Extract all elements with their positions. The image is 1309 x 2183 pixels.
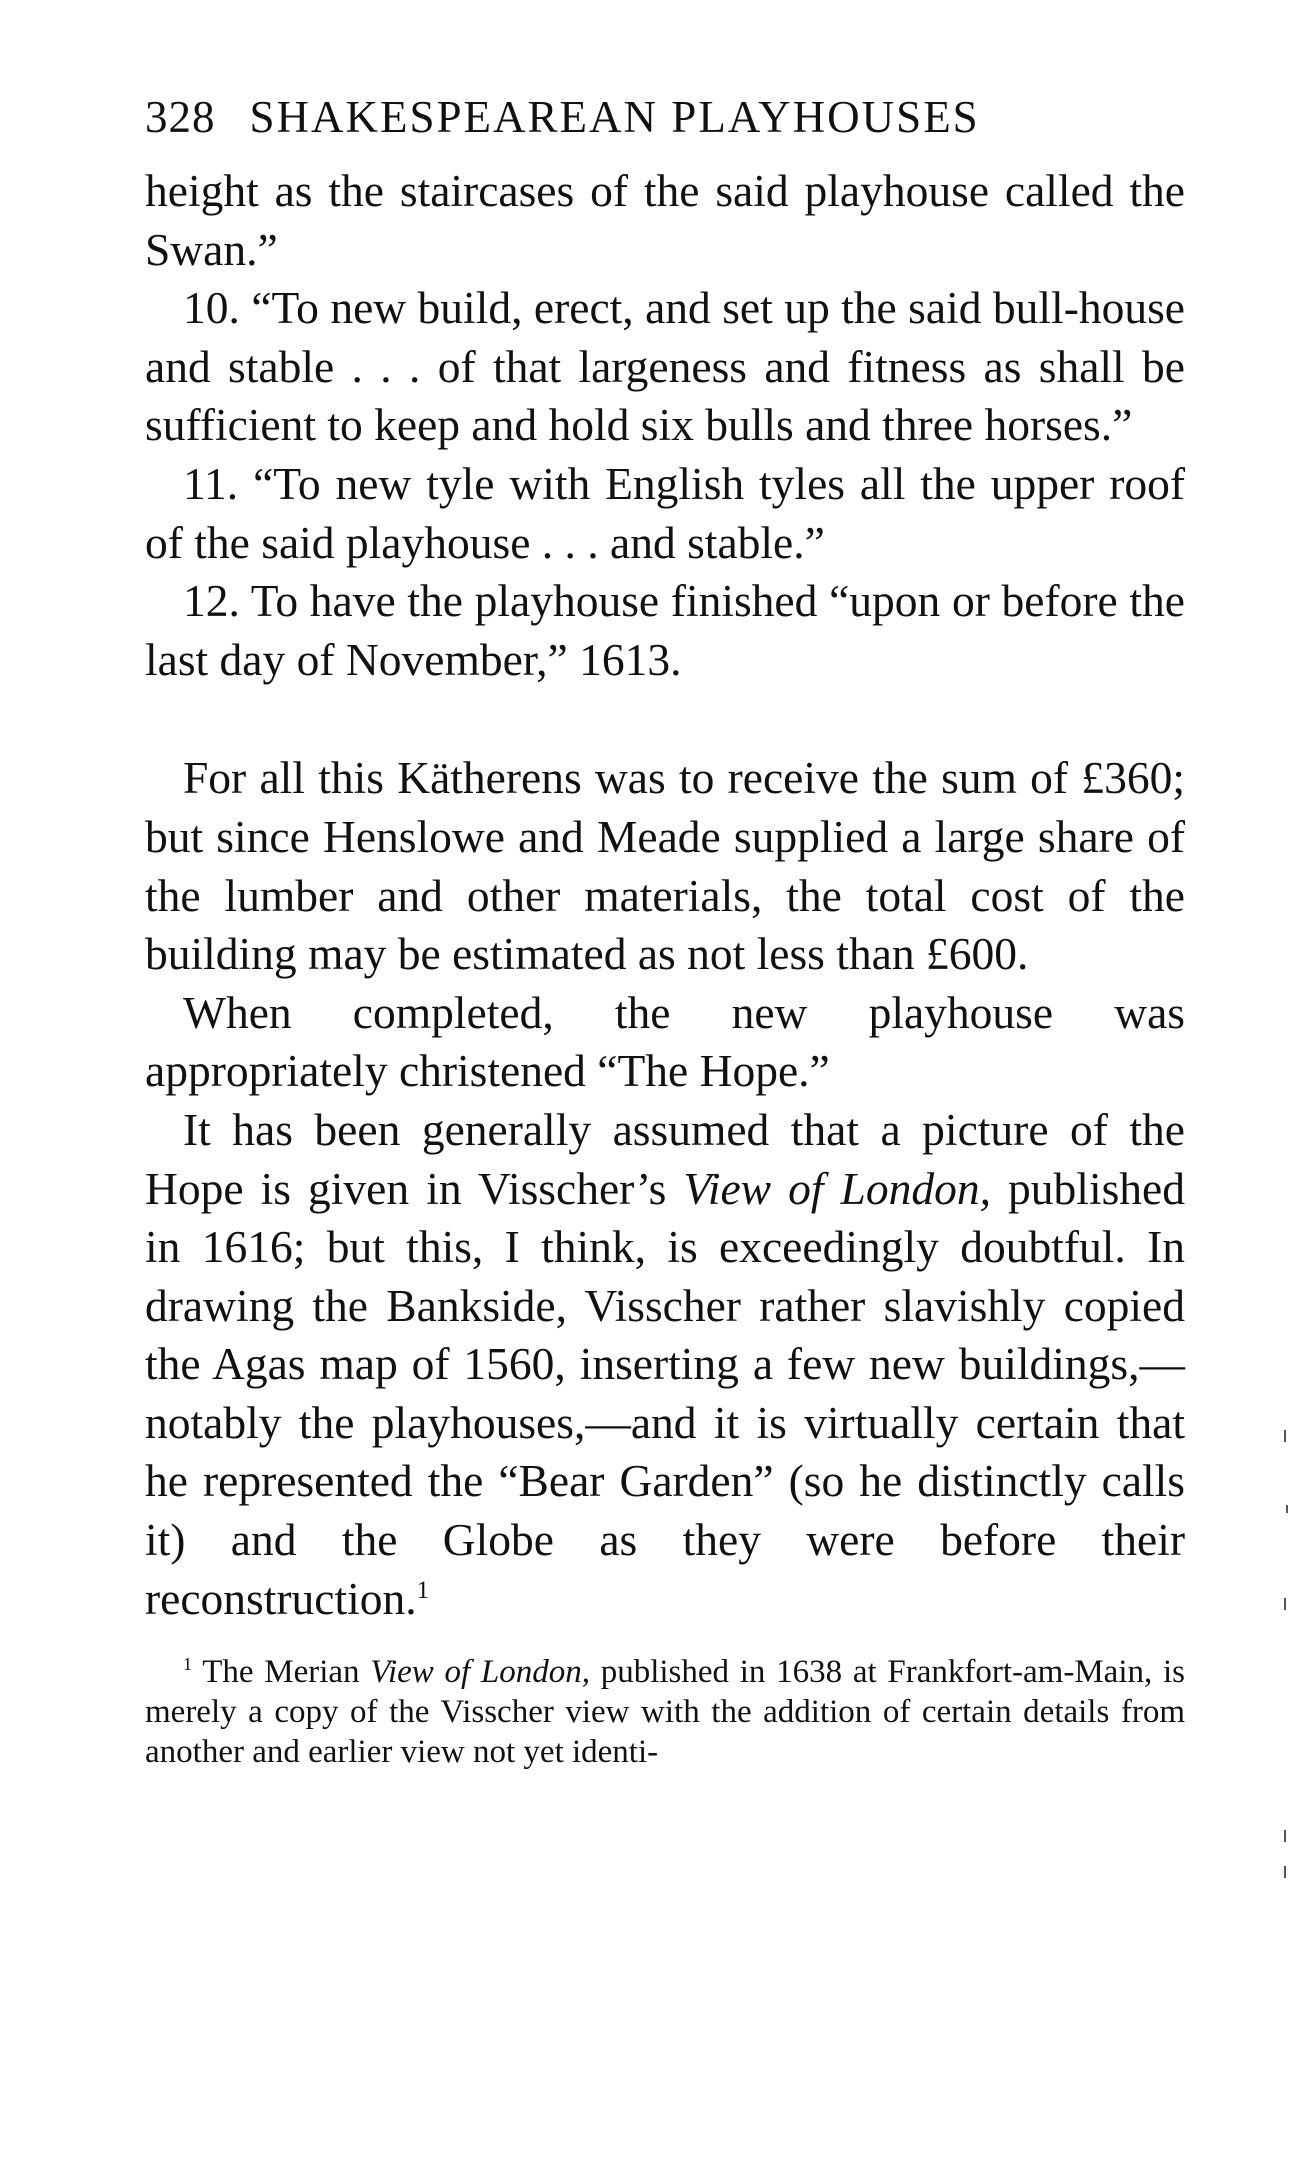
footnote-text-2: published in 1638 at Frankfort-am-Main, is merely a copy of the Visscher view with the addition of certain details from another and earlier view not yet identi- — [145, 1654, 1185, 1771]
footnote-text-1: The Merian — [192, 1654, 371, 1691]
footnote-reference: 1 — [416, 1576, 430, 1604]
paragraph-cost: For all this Kätherens was to receive the sum of £360; but since Henslowe and Meade supplied a large share of the lumber and other materials, the total cost of the building may be estimated as not less than £600. — [145, 752, 1185, 980]
section-gap — [145, 689, 1185, 749]
merian-view-title: View of London, — [370, 1654, 590, 1691]
visscher-view-title: View of London, — [683, 1162, 991, 1214]
scan-mark — [1284, 1430, 1286, 1442]
item-10: 10. “To new build, erect, and set up the said bull-house and stable . . . of that largeness and fitness as shall be sufficient to keep and hold six bulls and three horses.” — [145, 282, 1185, 451]
paragraph-visscher-text-2: published in 1616; but this, I think, is exceedingly doubtful. In drawing the Bankside, Visscher rather slavishly copied the Agas map of 1560, inserting a few new buildings,—notably the playhouses,—and it is virtually certain that he represented the “Bear Garden” (so he distinctly calls it) and the Globe as they were before their reconstruction. — [145, 1162, 1185, 1624]
paragraph-visscher-text-1: It has been generally assumed that a picture of the Hope is given in Visscher’s — [145, 1103, 1185, 1214]
contract-items — [145, 162, 1185, 689]
running-header — [145, 92, 1185, 142]
book-page — [145, 92, 1185, 1772]
scan-mark — [1284, 1866, 1286, 1878]
running-title: SHAKESPEAREAN PLAYHOUSES — [249, 92, 980, 142]
item-11: 11. “To new tyle with English tyles all the upper roof of the said playhouse . . . and stable.” — [145, 457, 1185, 568]
item-12: 12. To have the playhouse finished “upon or before the last day of November,” 1613. — [145, 575, 1185, 685]
footnote-text — [145, 1652, 1185, 1772]
scan-mark — [1284, 1598, 1286, 1610]
item-continuation: height as the staircases of the said playhouse called the Swan.” — [145, 165, 1185, 275]
paragraph-visscher — [145, 1101, 1185, 1628]
main-text — [145, 749, 1185, 1628]
footnote — [145, 1652, 1185, 1772]
scan-mark — [1284, 1830, 1286, 1842]
page-number: 328 — [145, 92, 216, 142]
footnote-marker: 1 — [183, 1654, 193, 1675]
scan-mark — [1286, 1505, 1288, 1513]
paragraph-naming: When completed, the new playhouse was appropriately christened “The Hope.” — [145, 986, 1185, 1097]
